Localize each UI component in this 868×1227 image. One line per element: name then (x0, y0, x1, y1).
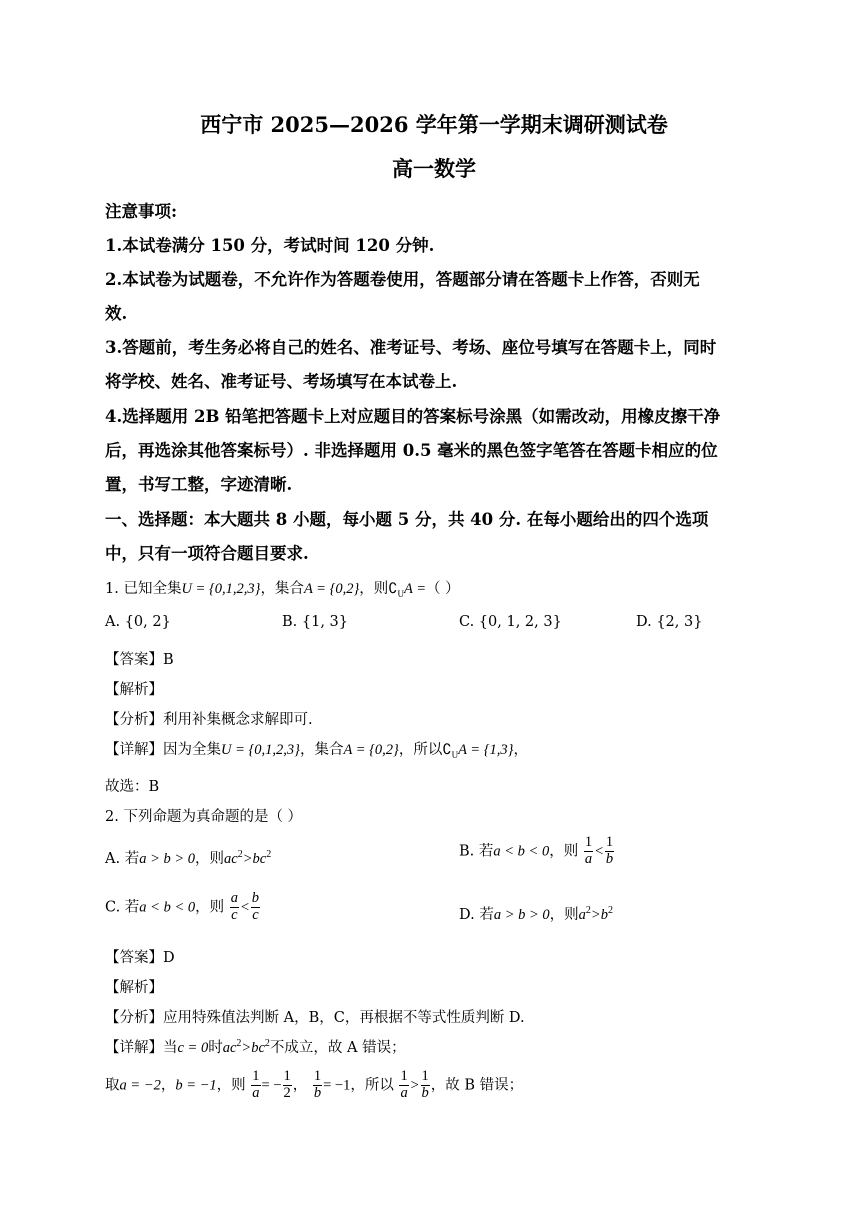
notice-item-3: 3.答题前，考生务必将自己的姓名、准考证号、考场、座位号填写在答题卡上，同时 (105, 338, 717, 357)
notice-item-3-cont: 将学校、姓名、准考证号、考场填写在本试卷上. (105, 372, 458, 391)
notice-item-4-cont2: 置，书写工整，字迹清晰. (105, 475, 293, 494)
q2-detail-1: 【详解】当c = 0时$ac^2>bc^2$不成立，故 A 错误； (105, 1038, 406, 1056)
q1-option-c: C. {0, 1, 2, 3} (459, 614, 562, 630)
q1-detail: 【详解】因为全集U = {0,1,2,3}，集合A = {0,2}，所以$∁_UA = \{1,3\}$， (105, 742, 528, 760)
q1-analysis-label: 【解析】 (105, 682, 163, 698)
q1-conclusion: 故选：B (105, 779, 160, 795)
q1-stem: 1. 已知全集U = {0,1,2,3}，集合A = {0,2}，则$∁_UA$ =（ ） (105, 581, 460, 599)
q1-option-b: B. {1, 3} (282, 614, 348, 630)
q2-answer: 【答案】D (105, 950, 175, 966)
q1-fenxi: 【分析】利用补集概念求解即可. (105, 712, 313, 728)
q2-option-c: C. 若a < b < 0，则 $\frac{a}{c}$ < $\frac{b}{c}$ (105, 890, 260, 923)
q1-answer: 【答案】B (105, 652, 174, 668)
q2-detail-2: 取a = −2，b = −1，则 $\frac{1}{a}$ = − $\frac{1}{2}$ ， $\frac{1}{b}$ = −1，所以 $\frac{1}{a}$ > $\frac{1}{b}$ ，故 B 错误； (105, 1068, 524, 1101)
section-heading: 一、选择题：本大题共 8 小题，每小题 5 分，共 40 分. 在每小题给出的四个选项 (105, 510, 709, 529)
notice-item-2: 2.本试卷为试题卷，不允许作为答题卷使用，答题部分请在答题卡上作答，否则无 (105, 270, 700, 289)
q2-analysis-label: 【解析】 (105, 980, 163, 996)
q2-fenxi: 【分析】应用特殊值法判断 A，B，C，再根据不等式性质判断 D. (105, 1010, 525, 1026)
q1-option-d: D. {2, 3} (636, 614, 703, 630)
notice-item-4-cont1: 后，再选涂其他答案标号）. 非选择题用 0.5 毫米的黑色签字笔答在答题卡相应的位 (105, 441, 718, 460)
q2-option-b: B. 若a < b < 0，则 $\frac{1}{a}$ < $\frac{1}{b}$ (459, 834, 614, 867)
q1-option-a: A. {0, 2} (105, 614, 171, 630)
q2-option-a: A. 若a > b > 0，则$ac^2>bc^2$ (105, 849, 272, 867)
q2-option-d: D. 若a > b > 0，则$a^2>b^2$ (459, 905, 613, 923)
notice-item-1: 1.本试卷满分 150 分，考试时间 120 分钟. (105, 236, 435, 255)
notice-item-4: 4.选择题用 2B 铅笔把答题卡上对应题目的答案标号涂黑（如需改动，用橡皮擦干净 (105, 407, 721, 426)
q2-stem: 2. 下列命题为真命题的是（ ） (105, 809, 303, 825)
notice-heading: 注意事项: (105, 202, 178, 221)
notice-item-2-cont: 效. (105, 304, 128, 323)
exam-subtitle: 高一数学 (392, 156, 476, 181)
exam-title: 西宁市 2025—2026 学年第一学期末调研测试卷 (200, 112, 668, 137)
section-heading-cont: 中，只有一项符合题目要求. (105, 544, 309, 563)
